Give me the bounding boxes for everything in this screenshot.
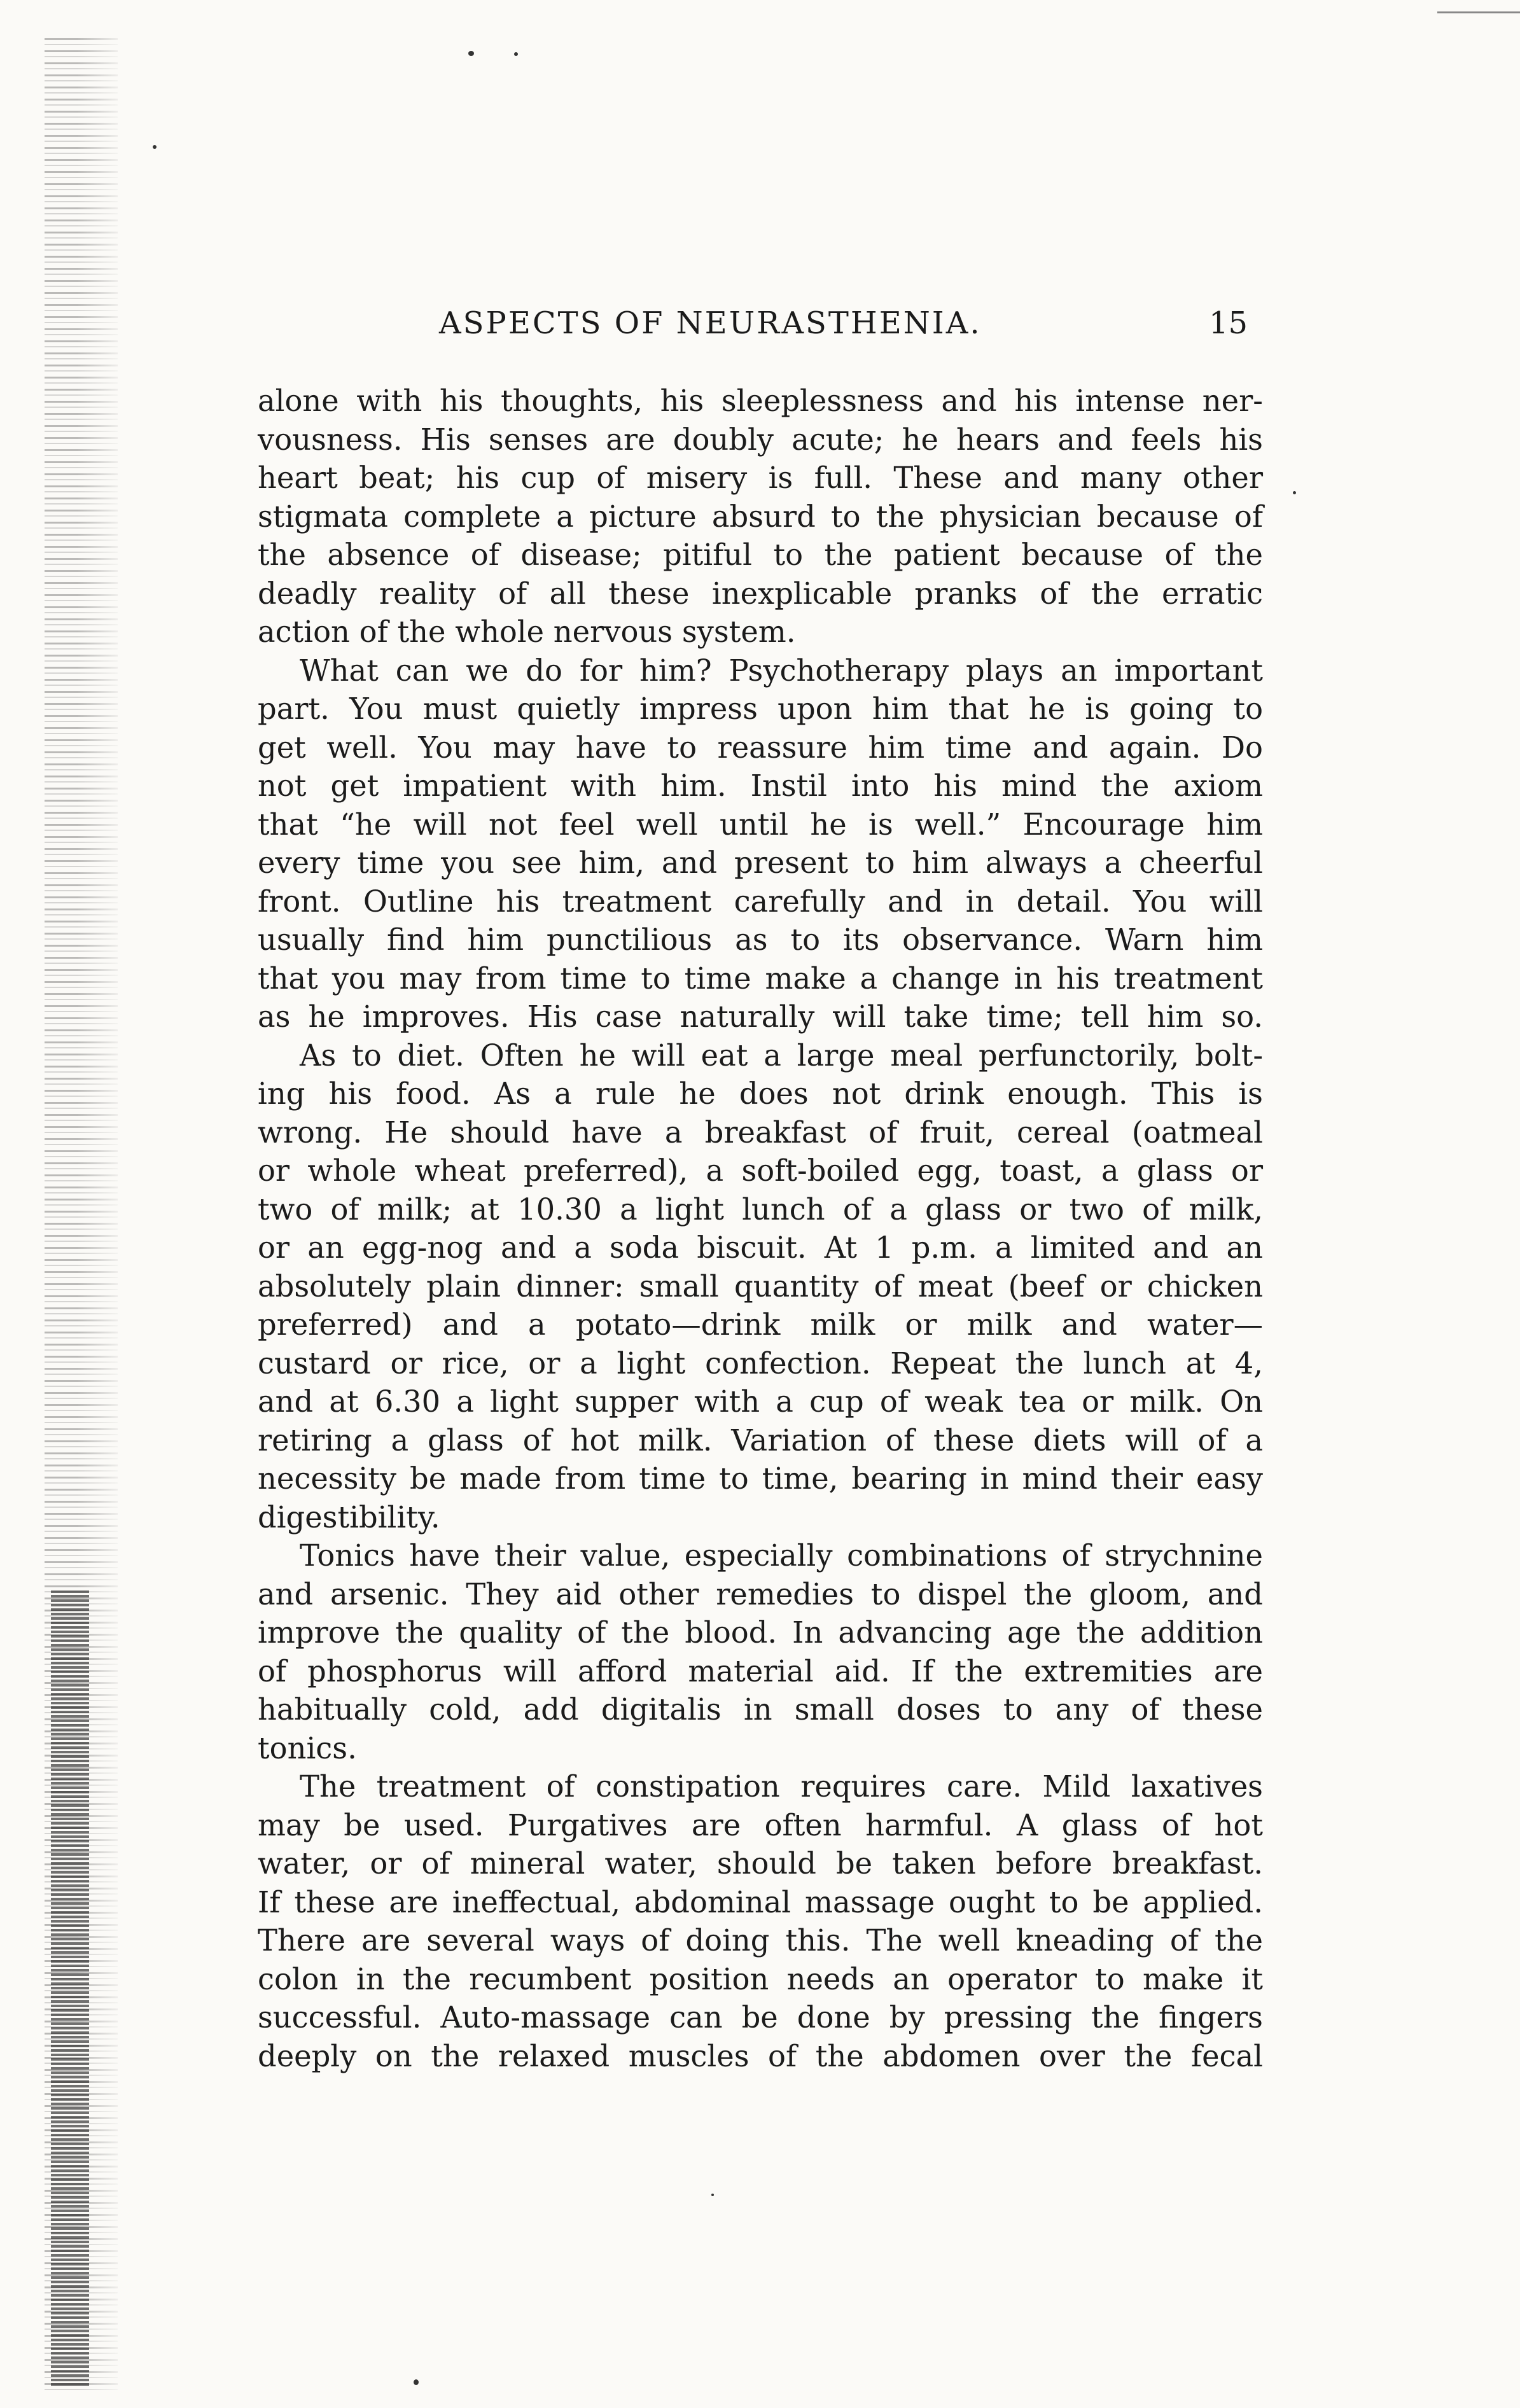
text-line: or whole wheat preferred), a soft-boiled egg, toast, a glass or [258, 1153, 1263, 1188]
text-line: The treatment of constipation requires care. Mild laxatives [300, 1769, 1263, 1804]
text-line: alone with his thoughts, his sleeplessness and his intense ner- [258, 384, 1263, 418]
text-line: wrong. He should have a breakfast of fruit, cereal (oatmeal [258, 1115, 1263, 1150]
text-line: deadly reality of all these inexplicable pranks of the erratic [258, 576, 1263, 611]
text-line: get well. You may have to reassure him time and again. Do [258, 730, 1263, 765]
binding-edge-shadow-lower [51, 1590, 89, 2386]
text-line: the absence of disease; pitiful to the patient because of the [258, 538, 1263, 572]
text-line: digestibility. [258, 1500, 440, 1535]
text-line: Tonics have their value, especially combinations of strychnine [300, 1538, 1263, 1573]
page-number: 15 [1209, 305, 1248, 341]
text-line: improve the quality of the blood. In advancing age the addition [258, 1615, 1263, 1650]
text-line: may be used. Purgatives are often harmful. A glass of hot [258, 1807, 1263, 1842]
text-line: If these are ineffectual, abdominal massage ought to be applied. [258, 1884, 1263, 1919]
text-line: usually find him punctilious as to its observance. Warn him [258, 922, 1263, 957]
running-title: ASPECTS OF NEURASTHENIA. [439, 305, 982, 341]
text-line: retiring a glass of hot milk. Variation of these diets will of a [258, 1423, 1263, 1458]
text-line: preferred) and a potato—drink milk or milk and water— [258, 1307, 1263, 1342]
text-line: action of the whole nervous system. [258, 615, 796, 649]
body-text [258, 382, 1263, 2075]
text-line: deeply on the relaxed muscles of the abdomen over the fecal [258, 2038, 1263, 2073]
text-line: water, or of mineral water, should be taken before breakfast. [258, 1846, 1263, 1881]
text-line: custard or rice, or a light confection. Repeat the lunch at 4, [258, 1346, 1263, 1381]
text-line: tonics. [258, 1730, 357, 1765]
text-line: absolutely plain dinner: small quantity of meat (beef or chicken [258, 1269, 1263, 1304]
print-speck [153, 145, 157, 149]
text-line: There are several ways of doing this. The well kneading of the [258, 1923, 1263, 1958]
text-line: of phosphorus will afford material aid. If the extremities are [258, 1653, 1263, 1688]
text-line: colon in the recumbent position needs an operator to make it [258, 1961, 1263, 1996]
text-line: and arsenic. They aid other remedies to dispel the gloom, and [258, 1576, 1263, 1611]
text-line: habitually cold, add digitalis in small doses to any of these [258, 1692, 1263, 1727]
text-line: as he improves. His case naturally will take time; tell him so. [258, 999, 1263, 1034]
text-line: every time you see him, and present to him always a cheerful [258, 846, 1263, 880]
text-line: not get impatient with him. Instil into his mind the axiom [258, 769, 1263, 803]
print-speck [414, 2379, 419, 2385]
text-line: that “he will not feel well until he is well.” Encourage him [258, 807, 1263, 842]
text-line: part. You must quietly impress upon him that he is going to [258, 692, 1263, 726]
text-line: necessity be made from time to time, bearing in mind their easy [258, 1461, 1263, 1496]
text-line: and at 6.30 a light supper with a cup of weak tea or milk. On [258, 1384, 1263, 1419]
text-line: front. Outline his treatment carefully and in detail. You will [258, 884, 1263, 919]
text-line: ing his food. As a rule he does not drink enough. This is [258, 1076, 1263, 1111]
text-line: successful. Auto-massage can be done by pressing the fingers [258, 2000, 1263, 2035]
text-line: As to diet. Often he will eat a large meal perfunctorily, bolt- [300, 1038, 1263, 1073]
text-line: What can we do for him? Psychotherapy plays an important [300, 653, 1263, 688]
print-speck [468, 51, 474, 56]
text-line: two of milk; at 10.30 a light lunch of a glass or two of milk, [258, 1192, 1263, 1227]
print-speck [711, 2194, 714, 2196]
print-speck [514, 52, 518, 56]
text-line: vousness. His senses are doubly acute; he hears and feels his [258, 422, 1263, 457]
top-edge-rule [1437, 11, 1520, 13]
text-line: heart beat; his cup of misery is full. These and many other [258, 461, 1263, 495]
text-line: that you may from time to time make a change in his treatment [258, 961, 1263, 996]
text-line: stigmata complete a picture absurd to the physician because of [258, 499, 1263, 534]
text-line: or an egg-nog and a soda biscuit. At 1 p.m. a limited and an [258, 1230, 1263, 1265]
print-speck [1293, 491, 1296, 494]
